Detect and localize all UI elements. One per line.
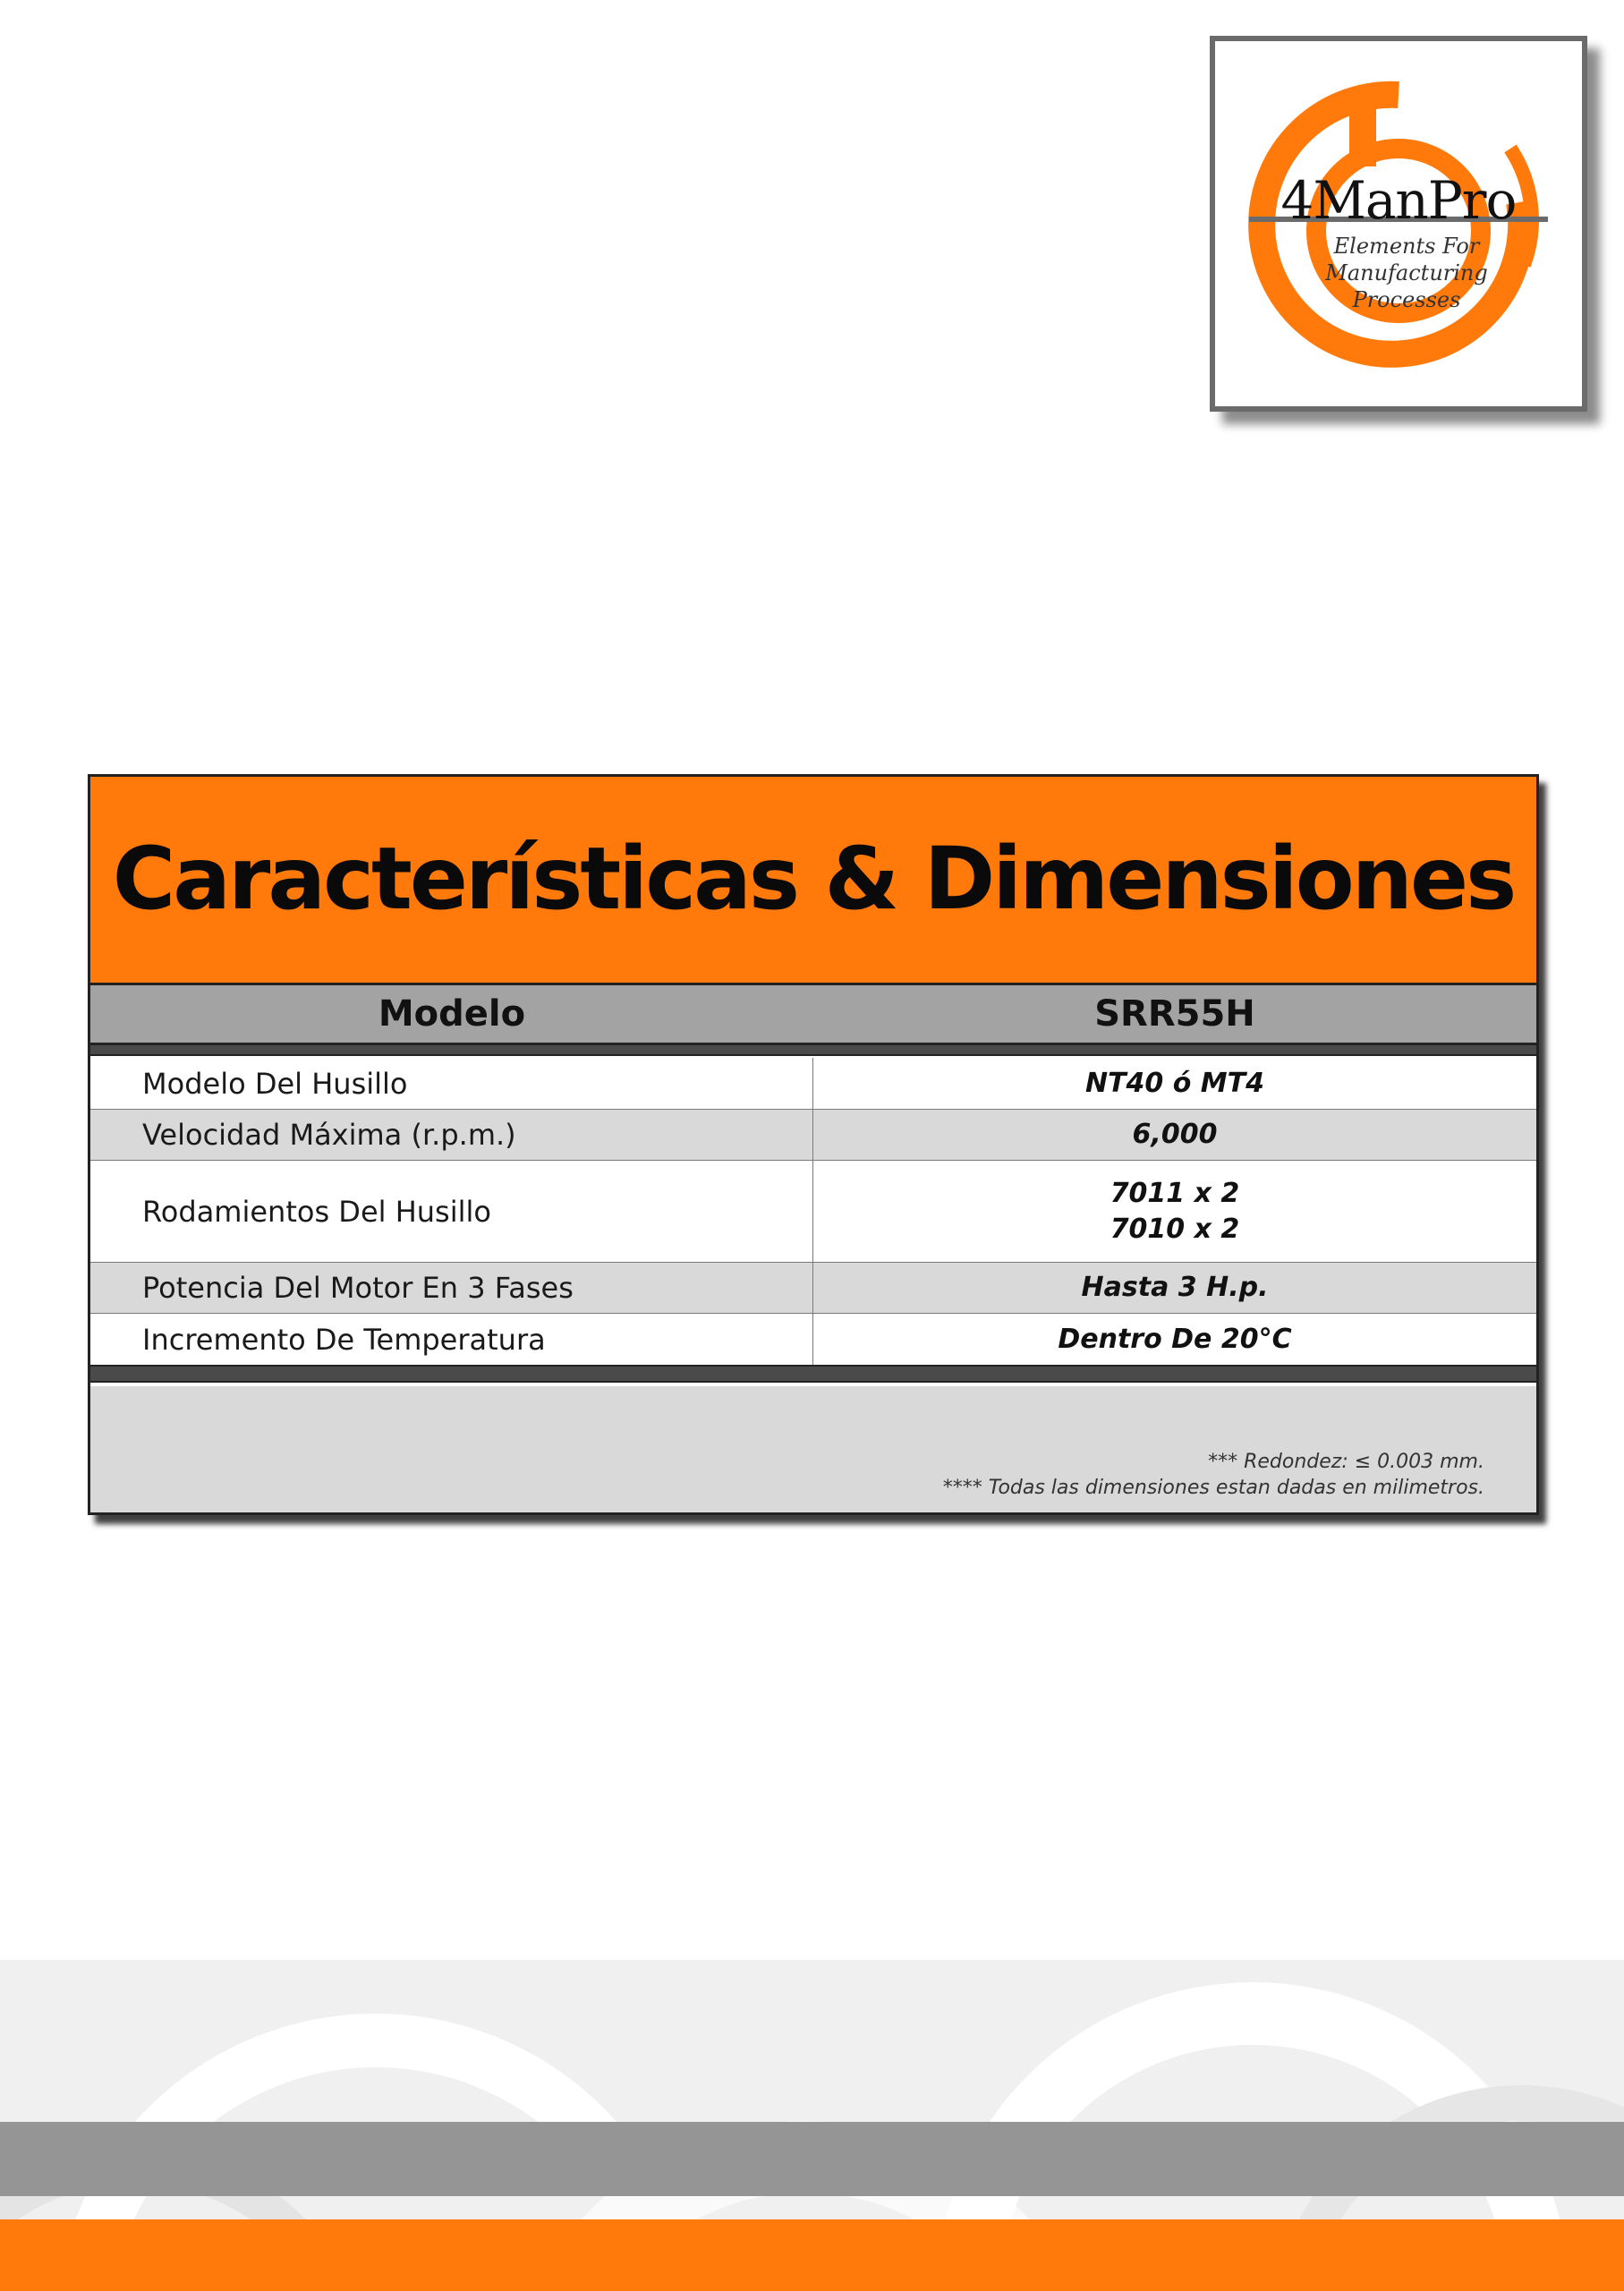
row-value: Hasta 3 H.p. (1081, 1272, 1269, 1303)
row-label: Modelo Del Husillo (90, 1058, 813, 1109)
footer-orange-band (0, 2219, 1624, 2291)
notes-area (90, 1386, 1536, 1512)
logo-tagline-line-1: Elements For (1333, 234, 1480, 259)
spec-table (88, 774, 1539, 1515)
row-label: Rodamientos Del Husillo (90, 1161, 813, 1262)
title-band (90, 777, 1536, 985)
row-label: Velocidad Máxima (r.p.m.) (90, 1110, 813, 1160)
table-title: Características & Dimensiones (112, 829, 1515, 929)
row-value: 6,000 (1132, 1119, 1218, 1150)
table-row (90, 1314, 1536, 1365)
separator-bar (90, 1365, 1536, 1383)
note-roundness: *** Redondez: ≤ 0.003 mm. (1208, 1451, 1484, 1473)
logo-wordmark: 4ManPro (1280, 170, 1517, 231)
table-row (90, 1263, 1536, 1314)
row-value-line-1: 7011 x 2 (1110, 1177, 1240, 1209)
row-value (813, 1161, 1536, 1262)
row-value-line-2: 7010 x 2 (1110, 1213, 1240, 1245)
logo-tagline-line-2: Manufacturing Processes (1325, 260, 1488, 312)
logo-tagline (1272, 233, 1541, 313)
table-row (90, 1110, 1536, 1161)
table-row (90, 1058, 1536, 1110)
header-row (90, 985, 1536, 1045)
row-label: Potencia Del Motor En 3 Fases (90, 1263, 813, 1313)
header-model: SRR55H (1094, 993, 1255, 1035)
table-row (90, 1161, 1536, 1263)
note-units: **** Todas las dimensiones estan dadas en milimetros. (942, 1477, 1484, 1499)
company-logo (1210, 36, 1587, 412)
row-value: Dentro De 20°C (1058, 1323, 1292, 1355)
footer-gray-band (0, 2122, 1624, 2196)
row-value: NT40 ó MT4 (1084, 1067, 1264, 1099)
separator-bar (90, 1045, 1536, 1056)
header-label: Modelo (378, 993, 526, 1035)
row-label: Incremento De Temperatura (90, 1314, 813, 1365)
